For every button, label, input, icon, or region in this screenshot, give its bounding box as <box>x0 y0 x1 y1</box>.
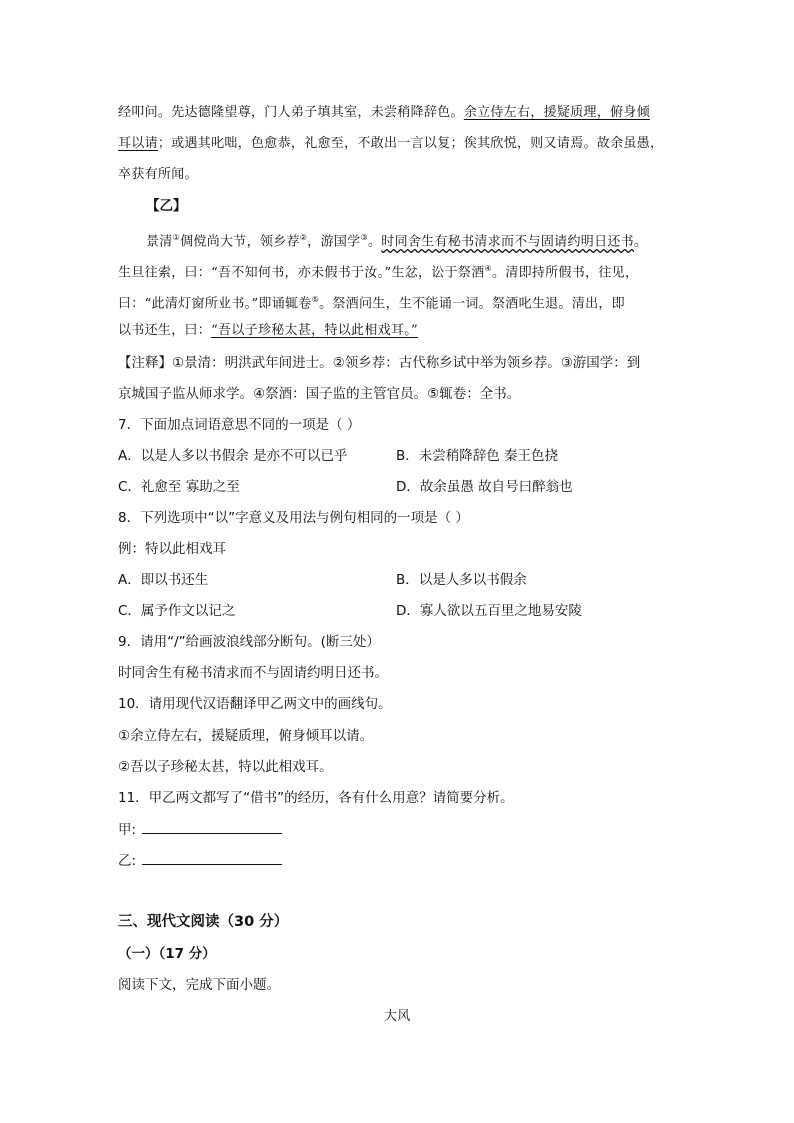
yi-text: ，游国学 <box>307 234 361 250</box>
yi-heading: 【乙】 <box>146 198 187 214</box>
q8-option-b: B．以是人多以书假余 <box>396 572 527 588</box>
yi-wavy-sentence: 时同舍生有秘书清求而不与固请约明日还书 <box>381 234 634 250</box>
yi-line-2 <box>118 259 638 283</box>
q11-yi-label: 乙: <box>118 853 137 869</box>
q11-jia-answer-blank[interactable] <box>142 819 282 834</box>
footnote-marker-1: ① <box>172 233 181 242</box>
q7-option-d: D．故余虽愚 故自号曰醉翁也 <box>396 479 573 495</box>
q11-yi-answer-blank[interactable] <box>142 850 282 865</box>
yi-underlined-sentence: “吾以子珍秘太甚，特以此相戏耳。” <box>211 323 419 338</box>
q11-stem: 11．甲乙两文都写了“借书”的经历，各有什么用意？请简要分析。 <box>118 790 514 806</box>
q11-yi-row <box>118 850 282 871</box>
yi-text: 生旦往索，曰：“吾不知何书，亦未假书于汝。”生忿，讼于祭酒 <box>118 265 485 281</box>
q11-jia-row <box>118 819 282 840</box>
passage-title: 大风 <box>384 1009 411 1024</box>
yi-line-4 <box>118 321 418 341</box>
notes-line-1: 【注释】①景清：明洪武年间进士。②领乡荐：古代称乡试中举为领乡荐。③游国学：到 <box>118 355 641 371</box>
jia-underlined-sentence-part-1: 余立侍左右，援疑质理，俯身倾 <box>463 105 651 120</box>
q8-example: 例：特以此相戏耳 <box>118 541 226 557</box>
q7-option-b: B．未尝稍降辞色 秦王色挠 <box>396 448 559 464</box>
footnote-marker-5: ⑤ <box>311 295 320 304</box>
footnote-marker-3: ③ <box>360 233 368 242</box>
q9-text: 时同舍生有秘书清求而不与固请约明日还书。 <box>118 665 388 681</box>
yi-text: 以书还生，曰： <box>118 323 212 338</box>
section-3-subsection: （一）（17 分） <box>118 946 216 962</box>
jia-line-1 <box>118 103 650 123</box>
notes-line-2: 京城国子监从师求学。④祭酒：国子监的主管官员。⑤辄卷：全书。 <box>118 386 521 402</box>
q10-sentence-2: ②吾以子珍秘太甚，特以此相戏耳。 <box>118 759 333 775</box>
section-3-title: 三、现代文阅读（30 分） <box>118 914 289 930</box>
jia-underlined-sentence-part-2: 耳以请 <box>118 136 158 151</box>
q9-stem: 9．请用“/”给画波浪线部分断句。(断三处） <box>118 634 380 650</box>
yi-text: 。祭酒问生，生不能诵一词。祭酒叱生退。清出，即 <box>319 296 625 312</box>
yi-text: 。 <box>367 234 382 250</box>
jia-line-2 <box>118 134 663 154</box>
yi-line-3 <box>118 290 625 314</box>
jia-line-3: 卒获有所闻。 <box>118 167 198 182</box>
q8-option-d: D．寡人欲以五百里之地易安陵 <box>396 603 582 619</box>
q8-option-c: C．属予作文以记之 <box>118 603 236 619</box>
yi-text: 曰：“此清灯窗所业书。”即诵辄卷 <box>118 296 312 312</box>
q7-stem: 7．下面加点词语意思不同的一项是（ ） <box>118 417 361 433</box>
section-3-instruction: 阅读下文，完成下面小题。 <box>118 977 280 993</box>
q7-option-c: C．礼愈至 寡助之至 <box>118 479 240 495</box>
jia-line-1-plain: 经叩问。先达德隆望尊，门人弟子填其室，未尝稍降辞色。 <box>118 105 464 120</box>
q7-option-a: A．以是人多以书假余 是亦不可以已乎 <box>118 448 348 464</box>
q10-sentence-1: ①余立侍左右，援疑质理，俯身倾耳以请。 <box>118 728 374 744</box>
yi-line-1 <box>146 228 647 252</box>
footnote-marker-2: ② <box>299 233 308 242</box>
q8-stem: 8．下列选项中“以”字意义及用法与例句相同的一项是（ ） <box>118 510 469 526</box>
yi-text: 。清即持所假书，往见， <box>491 265 639 281</box>
q11-jia-label: 甲: <box>118 822 137 838</box>
yi-text: 。 <box>633 234 648 250</box>
q10-stem: 10．请用现代汉语翻译甲乙两文中的画线句。 <box>118 696 392 712</box>
jia-line-2-plain: ；或遇其叱咄，色愈恭，礼愈至，不敢出一言以复；俟其欣悦，则又请焉。故余虽愚， <box>157 136 664 151</box>
yi-text: 倜傥尚大节，领乡荐 <box>180 234 300 250</box>
yi-text: 景清 <box>146 234 173 250</box>
footnote-marker-4: ④ <box>484 264 492 273</box>
q8-option-a: A．即以书还生 <box>118 572 209 588</box>
